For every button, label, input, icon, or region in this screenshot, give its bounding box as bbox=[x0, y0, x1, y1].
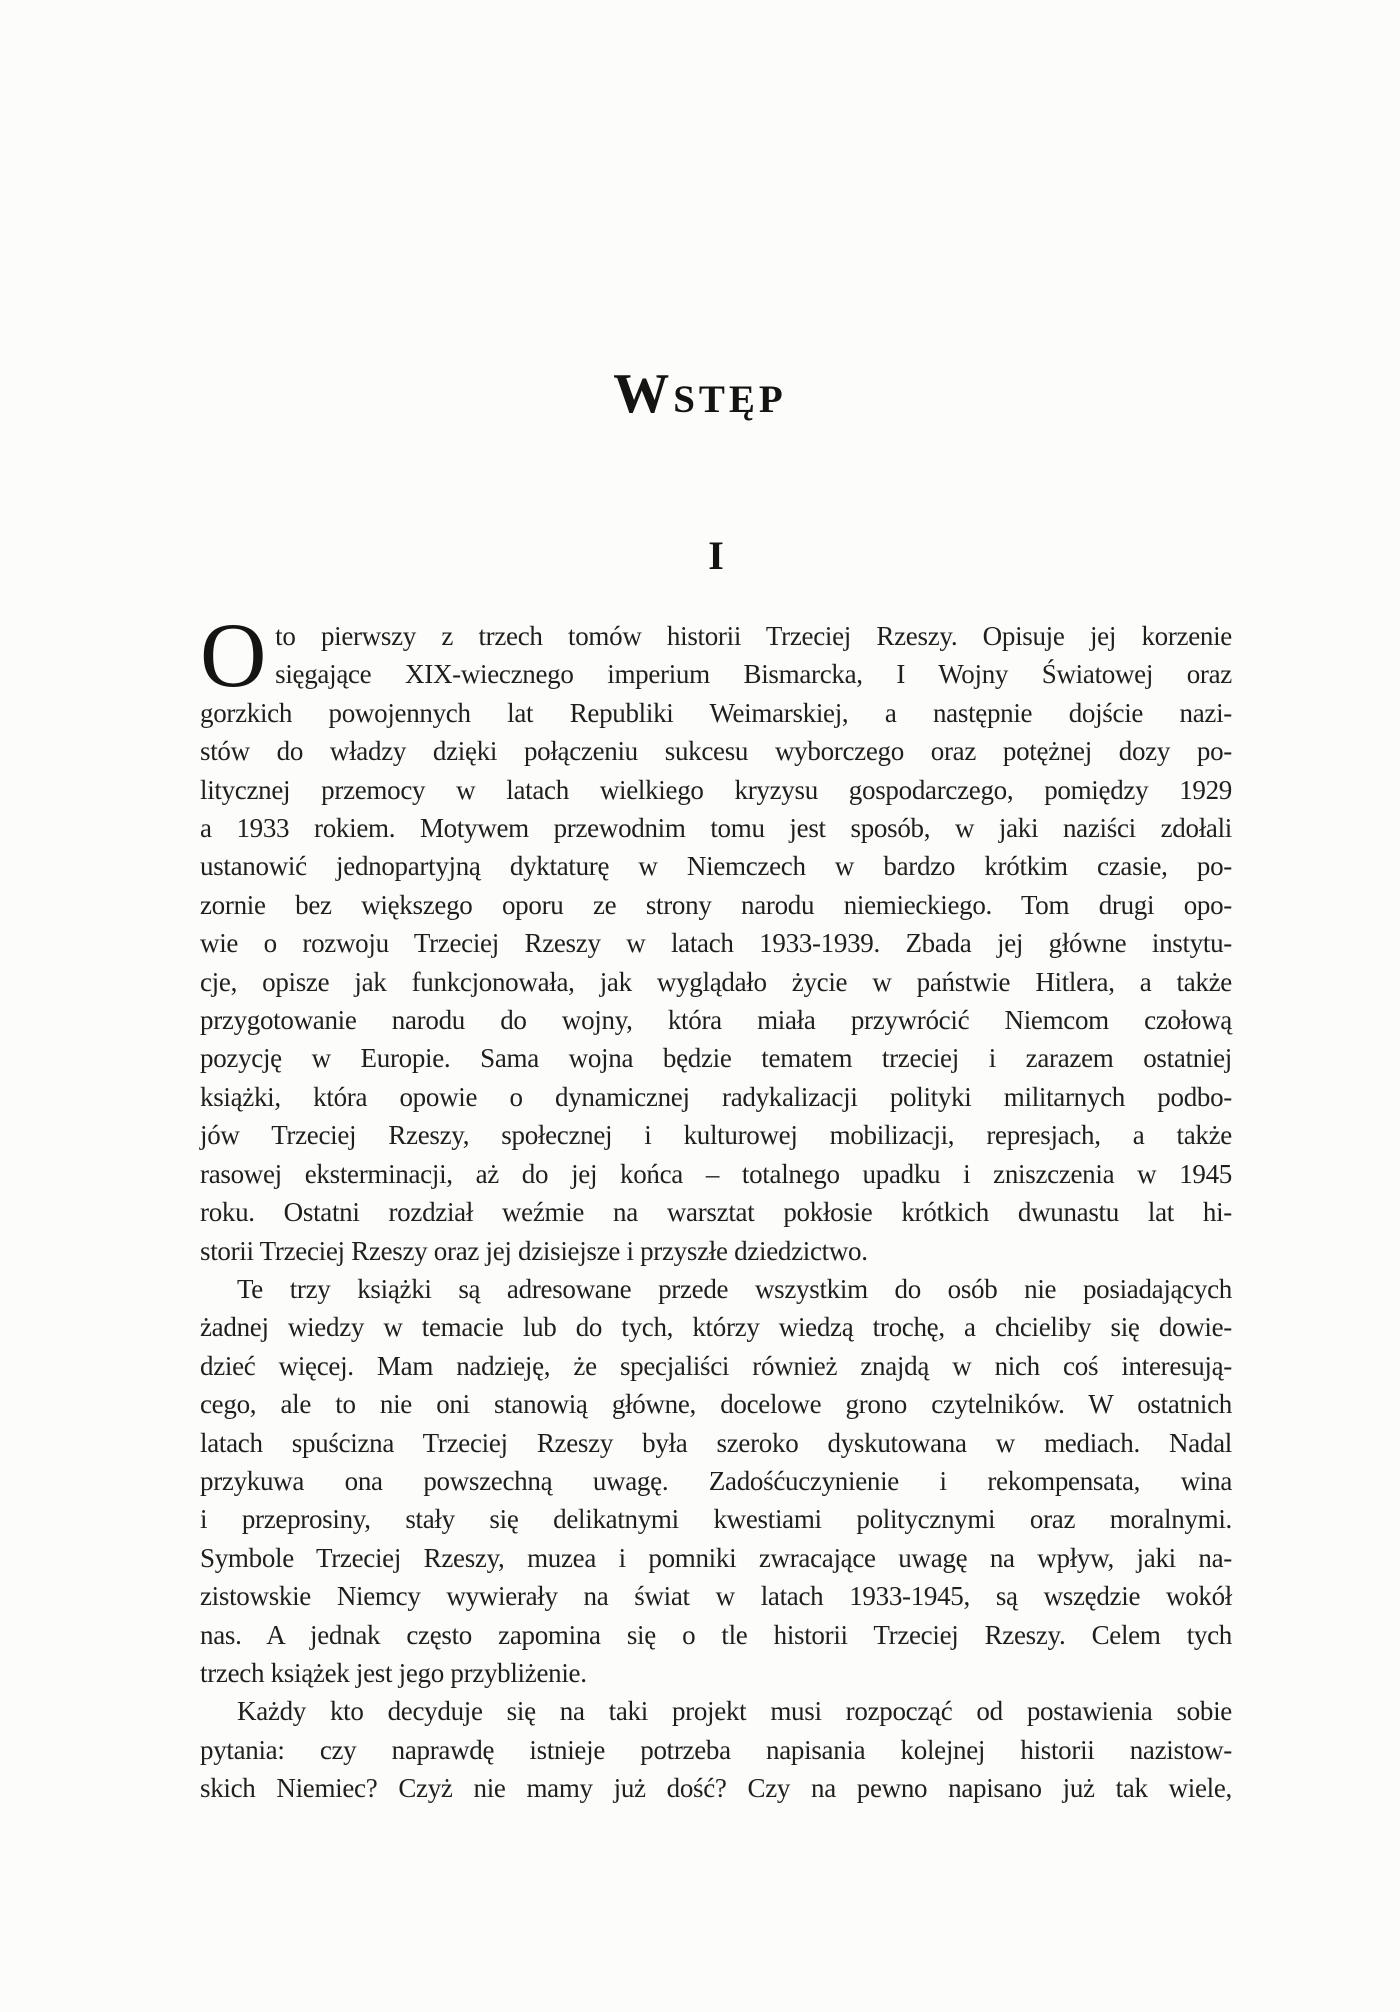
text-line: i przeprosiny, stały się delikatnymi kwestiami politycznymi oraz moralnymi. bbox=[200, 1504, 1232, 1535]
section-number: I bbox=[708, 533, 724, 578]
text-line: jów Trzeciej Rzeszy, społecznej i kulturowej mobilizacji, represjach, a także bbox=[200, 1120, 1232, 1151]
text-line: przygotowanie narodu do wojny, która miała przywrócić Niemcom czołową bbox=[200, 1005, 1232, 1036]
text-line: przykuwa ona powszechną uwagę. Zadośćuczynienie i rekompensata, wina bbox=[200, 1465, 1232, 1496]
text-line: storii Trzeciej Rzeszy oraz jej dzisiejsze i przyszłe dziedzictwo. bbox=[200, 1235, 868, 1266]
text-line: pytania: czy naprawdę istnieje potrzeba napisania kolejnej historii nazistow- bbox=[200, 1734, 1232, 1765]
text-line: skich Niemiec? Czyż nie mamy już dość? Czy na pewno napisano już tak wiele, bbox=[200, 1773, 1232, 1804]
text-line: dzieć więcej. Mam nadzieję, że specjaliści również znajdą w nich coś interesują- bbox=[200, 1350, 1232, 1381]
text-line: stów do władzy dzięki połączeniu sukcesu wyborczego oraz potężnej dozy po- bbox=[200, 736, 1232, 767]
text-line: to pierwszy z trzech tomów historii Trzeciej Rzeszy. Opisuje jej korzenie bbox=[275, 621, 1232, 651]
text-line: rasowej eksterminacji, aż do jej końca – totalnego upadku i zniszczenia w 1945 bbox=[200, 1158, 1232, 1189]
text-line: nas. A jednak często zapomina się o tle historii Trzeciej Rzeszy. Celem tych bbox=[200, 1619, 1232, 1650]
text-line: gorzkich powojennych lat Republiki Weimarskiej, a następnie dojście nazi- bbox=[200, 697, 1232, 728]
text-line: cje, opisze jak funkcjonowała, jak wyglądało życie w państwie Hitlera, a także bbox=[200, 966, 1232, 997]
text-line: żadnej wiedzy w temacie lub do tych, którzy wiedzą trochę, a chcieliby się dowie- bbox=[200, 1312, 1232, 1343]
text-line: pozycję w Europie. Sama wojna będzie tematem trzeciej i zarazem ostatniej bbox=[200, 1043, 1232, 1074]
text-line: książki, która opowie o dynamicznej radykalizacji polityki militarnych podbo- bbox=[200, 1081, 1232, 1112]
drop-cap: O bbox=[200, 604, 267, 706]
text-line: zornie bez większego oporu ze strony narodu niemieckiego. Tom drugi opo- bbox=[200, 889, 1232, 920]
text-line: a 1933 rokiem. Motywem przewodnim tomu jest sposób, w jaki naziści zdołali bbox=[200, 813, 1232, 844]
text-line: roku. Ostatni rozdział weźmie na warsztat pokłosie krótkich dwunastu lat hi- bbox=[200, 1197, 1232, 1228]
text-line: Te trzy książki są adresowane przede wszystkim do osób nie posiadających bbox=[237, 1273, 1232, 1304]
text-line: ustanowić jednopartyjną dyktaturę w Niemczech w bardzo krótkim czasie, po- bbox=[200, 851, 1232, 882]
text-line: latach spuścizna Trzeciej Rzeszy była szeroko dyskutowana w mediach. Nadal bbox=[200, 1427, 1232, 1458]
text-line: wie o rozwoju Trzeciej Rzeszy w latach 1933-1939. Zbada jej główne instytu- bbox=[200, 928, 1232, 959]
paragraph-1 bbox=[200, 604, 1232, 1270]
text-line: trzech książek jest jego przybliżenie. bbox=[200, 1657, 587, 1688]
text-line: Symbole Trzeciej Rzeszy, muzea i pomniki zwracające uwagę na wpływ, jaki na- bbox=[200, 1542, 1232, 1573]
text-line: litycznej przemocy w latach wielkiego kryzysu gospodarczego, pomiędzy 1929 bbox=[200, 774, 1232, 805]
paragraph-3 bbox=[200, 1692, 1232, 1807]
text-line: Każdy kto decyduje się na taki projekt musi rozpocząć od postawienia sobie bbox=[237, 1696, 1232, 1727]
text-line: cego, ale to nie oni stanowią główne, docelowe grono czytelników. W ostatnich bbox=[200, 1389, 1232, 1420]
paragraph-2 bbox=[200, 1270, 1232, 1692]
body-text bbox=[200, 604, 1232, 1808]
text-line: sięgające XIX-wiecznego imperium Bismarcka, I Wojny Światowej oraz bbox=[275, 659, 1232, 690]
text-line: zistowskie Niemcy wywierały na świat w latach 1933-1945, są wszędzie wokół bbox=[200, 1581, 1232, 1612]
chapter-title: Wstęp bbox=[613, 363, 787, 425]
